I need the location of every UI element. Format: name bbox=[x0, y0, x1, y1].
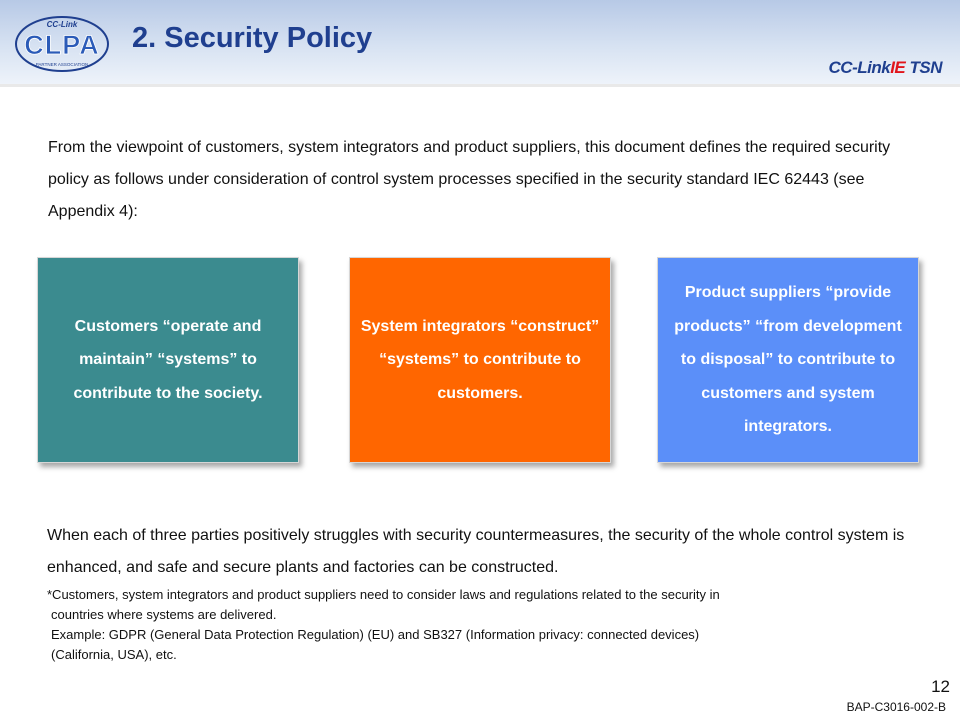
page-number: 12 bbox=[931, 677, 950, 696]
intro-paragraph: From the viewpoint of customers, system integrators and product suppliers, this document defines the required security policy as follows under consideration of control system processes specified in the security standard IEC 62443 (see Appendix 4): bbox=[48, 139, 891, 220]
brand-part-2: IE bbox=[890, 58, 906, 77]
product-suppliers-box bbox=[657, 257, 919, 463]
brand-mark bbox=[829, 58, 942, 78]
footnotes bbox=[47, 585, 927, 665]
slide-header bbox=[0, 0, 960, 87]
product-suppliers-box-text: Product suppliers “provide products” “from development to disposal” to contribute to customers and system integrators. bbox=[674, 284, 902, 436]
conclusion-paragraph: When each of three parties positively struggles with security countermeasures, the security of the whole control system is enhanced, and safe and secure plants and factories can be constructed. bbox=[47, 527, 905, 576]
footnote-line-4: (California, USA), etc. bbox=[51, 647, 177, 662]
footnote-line-1: *Customers, system integrators and product suppliers need to consider laws and regulations related to the security in bbox=[47, 587, 720, 602]
footnote-line-3: Example: GDPR (General Data Protection Regulation) (EU) and SB327 (Information privacy: connected devices) bbox=[51, 627, 700, 642]
system-integrators-box bbox=[349, 257, 611, 463]
customers-box bbox=[37, 257, 299, 463]
brand-part-1: CC-Link bbox=[828, 58, 891, 77]
page-title: 2. Security Policy bbox=[132, 22, 373, 54]
logo-small-bottom: PARTNER ASSOCIATION bbox=[35, 62, 89, 67]
logo-small-top: CC-Link bbox=[46, 20, 78, 29]
footnote-line-2: countries where systems are delivered. bbox=[51, 607, 277, 622]
document-id: BAP-C3016-002-B bbox=[846, 700, 946, 714]
system-integrators-box-text: System integrators “construct” “systems” to contribute to customers. bbox=[360, 317, 600, 402]
clpa-logo bbox=[14, 14, 110, 74]
customers-box-text: Customers “operate and maintain” “systems” to contribute to the society. bbox=[73, 317, 263, 402]
logo-text: CLPA bbox=[24, 30, 100, 60]
brand-part-3: TSN bbox=[905, 58, 942, 77]
